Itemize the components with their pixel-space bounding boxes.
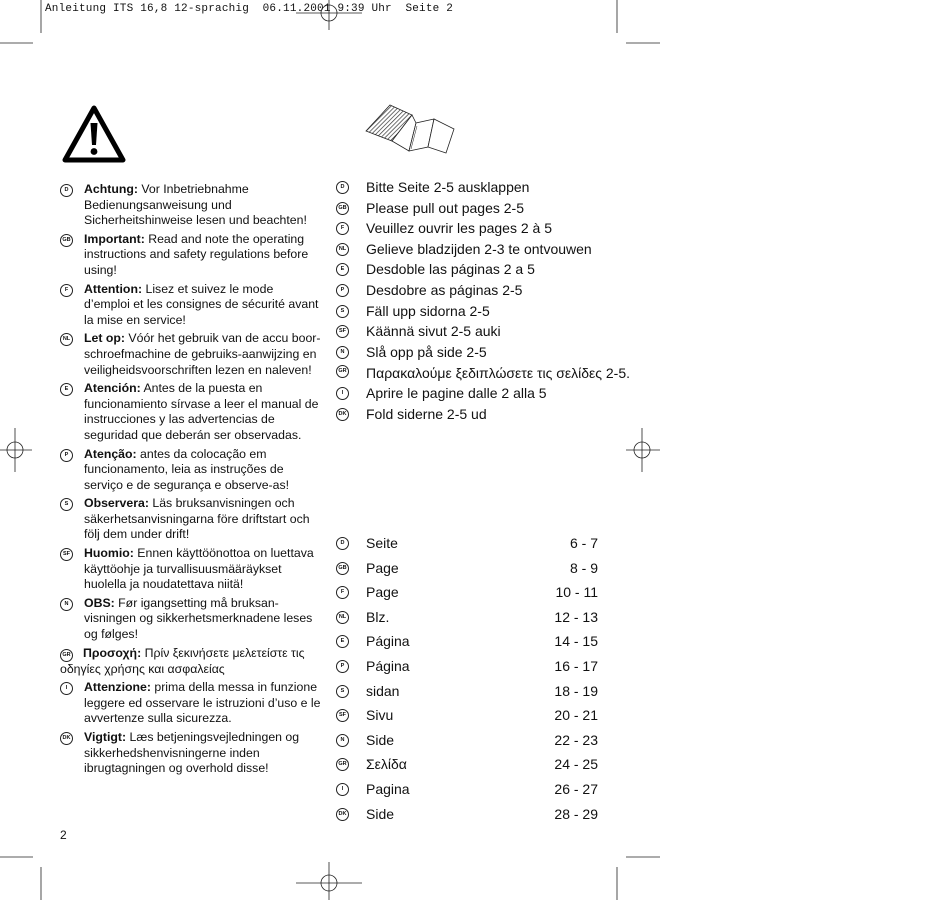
- warning-item: [60, 182, 322, 229]
- foldout-item: [336, 239, 636, 260]
- warning-item: [60, 596, 322, 643]
- warning-text: Vor Inbetriebnahme Bedienungsanweisung und Sicherheitshinweise lesen und beachten!: [84, 182, 307, 228]
- toc-pages: 28 - 29: [554, 805, 598, 822]
- foldout-item: [336, 198, 636, 219]
- warning-title: Atención:: [84, 381, 141, 396]
- toc-row: [336, 754, 598, 779]
- warning-item: [60, 680, 322, 727]
- foldout-text: Desdoble las páginas 2 a 5: [366, 261, 535, 278]
- foldout-item: [336, 362, 636, 383]
- toc-row: [336, 558, 598, 583]
- warning-title: Achtung:: [84, 182, 138, 196]
- language-badge: N: [60, 598, 73, 611]
- print-header: Anleitung ITS 16,8 12-sprachig 06.11.2001 9:39 Uhr Seite 2: [45, 3, 454, 15]
- toc-row: [336, 804, 598, 829]
- language-badge: S: [60, 498, 73, 511]
- warning-item: [60, 282, 322, 329]
- toc-label: Side: [366, 805, 395, 822]
- foldout-text: Παρακαλούμε ξεδιπλώσετε τις σελίδες 2-5.: [366, 365, 631, 382]
- language-badge: E: [336, 635, 349, 648]
- toc-pages: 14 - 15: [554, 633, 598, 650]
- warning-item: [60, 730, 322, 777]
- language-badge: F: [60, 284, 73, 297]
- warning-text: Før igangsetting må bruksan-visningen og sikkerhetsmerknadene leses og følges!: [84, 595, 313, 642]
- warning-title: Atenção:: [84, 446, 137, 461]
- warning-title: Observera:: [84, 496, 149, 511]
- warning-item: [60, 447, 322, 494]
- language-badge: NL: [336, 611, 349, 624]
- warning-text: antes da colocação em funcionamento, leia as instruções de serviço e de segurança e observe-as!: [84, 446, 290, 492]
- warning-item: [60, 232, 322, 279]
- warning-text: Πρίν ξεκινήσετε μελετείστε τις οδηγίες χρήσης και ασφαλείας: [60, 645, 305, 676]
- warning-title: Attenzione:: [84, 680, 151, 695]
- language-badge: P: [336, 660, 349, 673]
- language-badge: DK: [336, 808, 349, 821]
- toc-row: [336, 533, 598, 558]
- toc-row: [336, 705, 598, 730]
- toc-label: Seite: [366, 535, 398, 551]
- language-badge: DK: [336, 408, 349, 421]
- warning-item: [60, 496, 322, 543]
- foldout-item: [336, 280, 636, 301]
- safety-warnings: [60, 182, 322, 780]
- foldout-item: [336, 342, 636, 363]
- language-badge: I: [336, 387, 349, 400]
- foldout-text: Fäll upp sidorna 2-5: [366, 302, 490, 319]
- toc-pages: 26 - 27: [554, 780, 598, 797]
- toc-pages: 10 - 11: [555, 584, 598, 601]
- foldout-text: Gelieve bladzijden 2-3 te ontvouwen: [366, 240, 592, 257]
- language-badge: P: [336, 284, 349, 297]
- foldout-text: Käännä sivut 2-5 auki: [366, 323, 501, 340]
- warning-text: Antes de la puesta en funcionamiento sírvase a leer el manual de instrucciones y las advertencias de seguridad que deberán ser observadas.: [84, 381, 319, 442]
- foldout-text: Slå opp på side 2-5: [366, 343, 487, 360]
- toc-pages: 12 - 13: [554, 608, 598, 625]
- toc-row: [336, 607, 598, 632]
- language-badge: GR: [336, 365, 349, 378]
- language-badge: GR: [336, 758, 349, 771]
- toc-pages: 6 - 7: [569, 535, 598, 551]
- page-number: 2: [60, 828, 67, 842]
- foldout-item: [336, 404, 636, 425]
- language-badge: SF: [60, 548, 73, 561]
- warning-text: Ennen käyttöönottoa on luettava käyttöohje ja turvallisuusmääräykset huolella ja noudatettava niitä!: [84, 546, 314, 592]
- language-badge: D: [336, 181, 349, 194]
- warning-item: [60, 646, 322, 678]
- foldout-text: Veuillez ouvrir les pages 2 à 5: [366, 220, 552, 237]
- toc-pages: 16 - 17: [554, 657, 598, 674]
- warning-title: Προσοχή:: [83, 645, 142, 660]
- toc-pages: 24 - 25: [554, 756, 598, 773]
- toc-label: Page: [366, 559, 399, 576]
- language-badge: E: [336, 263, 349, 276]
- warning-title: OBS:: [84, 595, 115, 610]
- language-badge: GB: [336, 562, 349, 575]
- warning-title: Attention:: [84, 281, 143, 296]
- warning-text: Lisez et suivez le mode d’emploi et les consignes de sécurité avant la mise en service!: [84, 281, 319, 327]
- foldout-item: [336, 218, 636, 239]
- toc-label: Página: [366, 633, 410, 650]
- language-badge: NL: [60, 333, 73, 346]
- toc-row: [336, 730, 598, 755]
- warning-item: [60, 546, 322, 593]
- warning-title: Important:: [84, 231, 145, 246]
- language-badge: DK: [60, 732, 73, 745]
- warning-text: Läs bruksanvisningen och säkerhetsanvisningarna före driftstart och följ dem under drift!: [84, 496, 310, 542]
- foldout-item: [336, 321, 636, 342]
- warning-title: Vigtigt:: [84, 730, 127, 744]
- toc-row: [336, 779, 598, 804]
- language-badge: I: [60, 682, 73, 695]
- warning-text: Read and note the operating instructions and safety regulations before using!: [84, 231, 309, 277]
- toc-pages: 8 - 9: [569, 559, 598, 576]
- language-badge: S: [336, 305, 349, 318]
- foldout-text: Bitte Seite 2-5 ausklappen: [366, 179, 530, 195]
- toc-label: sidan: [366, 682, 400, 699]
- toc-label: Pagina: [366, 780, 410, 797]
- foldout-item: [336, 301, 636, 322]
- warning-title: Let op:: [84, 331, 125, 346]
- toc-label: Sivu: [366, 707, 394, 724]
- language-badge: SF: [336, 709, 349, 722]
- language-badge: GB: [336, 202, 349, 215]
- foldout-text: Please pull out pages 2-5: [366, 199, 524, 216]
- foldout-instructions: [336, 177, 636, 425]
- warning-item: [60, 331, 322, 378]
- toc-label: Página: [366, 657, 410, 674]
- language-badge: F: [336, 222, 349, 235]
- table-of-contents: [336, 533, 598, 828]
- language-badge: D: [336, 537, 349, 550]
- language-badge: F: [336, 586, 349, 599]
- toc-row: [336, 582, 598, 607]
- language-badge: GR: [60, 649, 73, 662]
- toc-label: Blz.: [366, 608, 390, 625]
- warning-text: Vóór het gebruik van de accu boor-schroefmachine de gebruiks-aanwijzing en veiligheidsvoorschriften lezen en naleven!: [84, 331, 321, 377]
- toc-pages: 22 - 23: [554, 731, 598, 748]
- warning-text: prima della messa in funzione leggere ed osservare le istruzioni d’uso e le avvertenze sulla sicurezza.: [84, 680, 321, 726]
- warning-item: [60, 381, 322, 443]
- language-badge: E: [60, 383, 73, 396]
- language-badge: N: [336, 734, 349, 747]
- warning-title: Huomio:: [84, 546, 134, 561]
- foldout-text: Aprire le pagine dalle 2 alla 5: [366, 385, 547, 402]
- toc-pages: 20 - 21: [554, 707, 598, 724]
- toc-pages: 18 - 19: [554, 682, 598, 699]
- toc-row: [336, 681, 598, 706]
- toc-row: [336, 656, 598, 681]
- warning-triangle-icon: [62, 105, 126, 163]
- language-badge: NL: [336, 243, 349, 256]
- language-badge: S: [336, 685, 349, 698]
- language-badge: P: [60, 449, 73, 462]
- toc-label: Side: [366, 731, 395, 748]
- language-badge: GB: [60, 234, 73, 247]
- language-badge: D: [60, 184, 73, 197]
- language-badge: N: [336, 346, 349, 359]
- language-badge: SF: [336, 325, 349, 338]
- toc-label: Σελίδα: [366, 756, 407, 773]
- open-booklet-icon: [364, 103, 456, 155]
- foldout-item: [336, 259, 636, 280]
- language-badge: I: [336, 783, 349, 796]
- toc-row: [336, 631, 598, 656]
- toc-label: Page: [366, 584, 399, 601]
- warning-text: Læs betjeningsvejledningen og sikkerhedshenvisningerne inden ibrugtagningen og overhold disse!: [84, 730, 300, 776]
- foldout-item: [336, 383, 636, 404]
- foldout-text: Fold siderne 2-5 ud: [366, 405, 487, 422]
- foldout-text: Desdobre as páginas 2-5: [366, 281, 523, 298]
- foldout-item: [336, 177, 636, 198]
